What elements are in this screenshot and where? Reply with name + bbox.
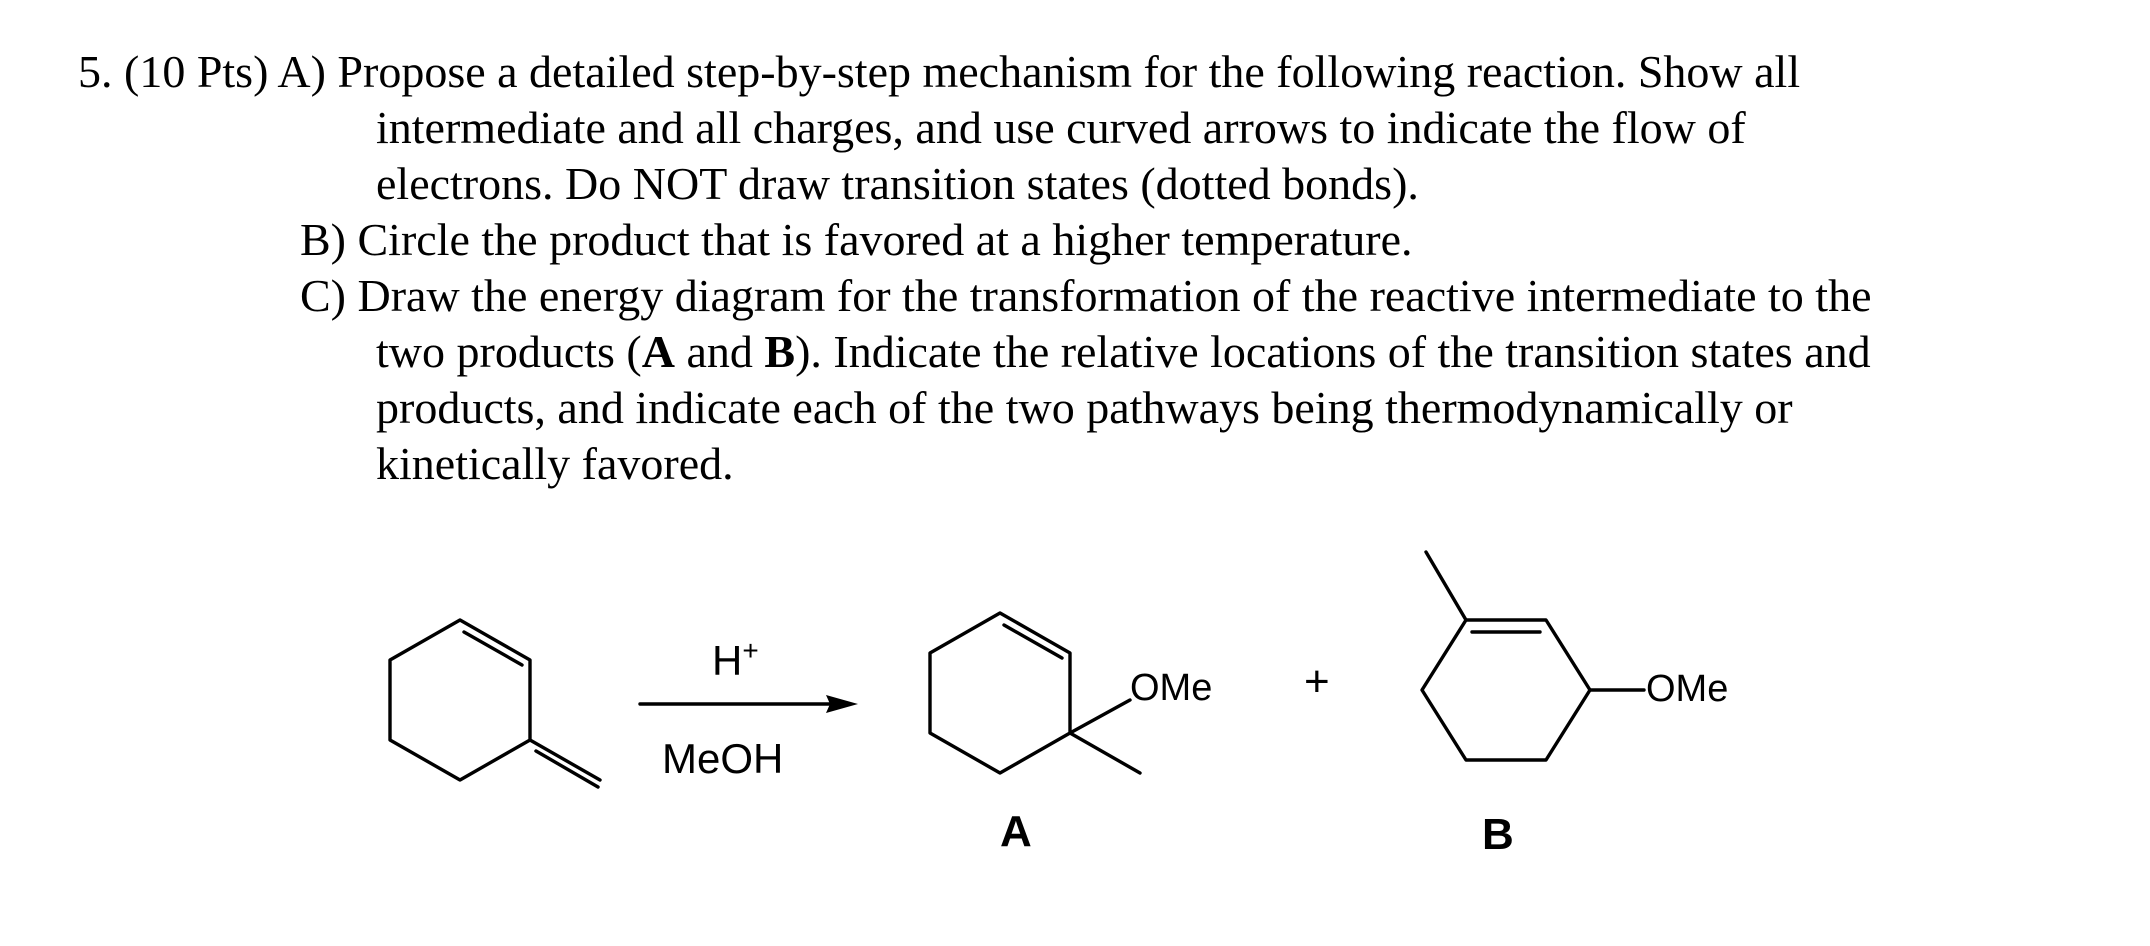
part-c-line-2-post: ). Indicate the relative locations of the transition states and (795, 326, 1871, 377)
part-c-line-3: products, and indicate each of the two pathways being thermodynamically or (376, 382, 1793, 433)
starting-material-structure (390, 620, 600, 787)
reagent-acid (712, 627, 759, 685)
product-b-label: B (1482, 810, 1514, 859)
reagent-solvent: MeOH (662, 735, 784, 782)
part-c-product-b-ref: B (764, 326, 796, 377)
product-a-substituent-label: OMe (1130, 667, 1213, 709)
part-a-line-2: intermediate and all charges, and use curved arrows to indicate the flow of (376, 102, 1746, 153)
question-points: (10 Pts) (124, 46, 269, 97)
part-c-line-2-pre: two products ( (376, 326, 642, 377)
part-c-label: C) (300, 270, 346, 321)
plus-sign: + (1304, 657, 1330, 706)
part-a-label: A) (277, 46, 326, 97)
reaction-arrow (640, 695, 858, 713)
product-a-structure (930, 613, 1140, 773)
part-b-line: Circle the product that is favored at a higher temperature. (357, 214, 1413, 265)
part-a-line-1: Propose a detailed step-by-step mechanism for the following reaction. Show all (337, 46, 1801, 97)
part-c-product-a-ref: A (641, 326, 675, 377)
reagent-acid-charge: + (742, 635, 759, 666)
part-c-line-2-and: and (674, 326, 765, 377)
part-b-label: B) (300, 214, 346, 265)
product-a-label: A (1000, 807, 1032, 856)
reagent-acid-symbol: H (712, 637, 743, 684)
part-c-line-4: kinetically favored. (376, 438, 734, 489)
product-b-structure (1422, 552, 1644, 760)
part-a-line-3: electrons. Do NOT draw transition states (dotted bonds). (376, 158, 1419, 209)
product-b-substituent-label: OMe (1646, 668, 1729, 710)
part-c-line-1-text: Draw the energy diagram for the transformation of the reactive intermediate to the (357, 270, 1872, 321)
question-number: 5. (78, 46, 113, 97)
